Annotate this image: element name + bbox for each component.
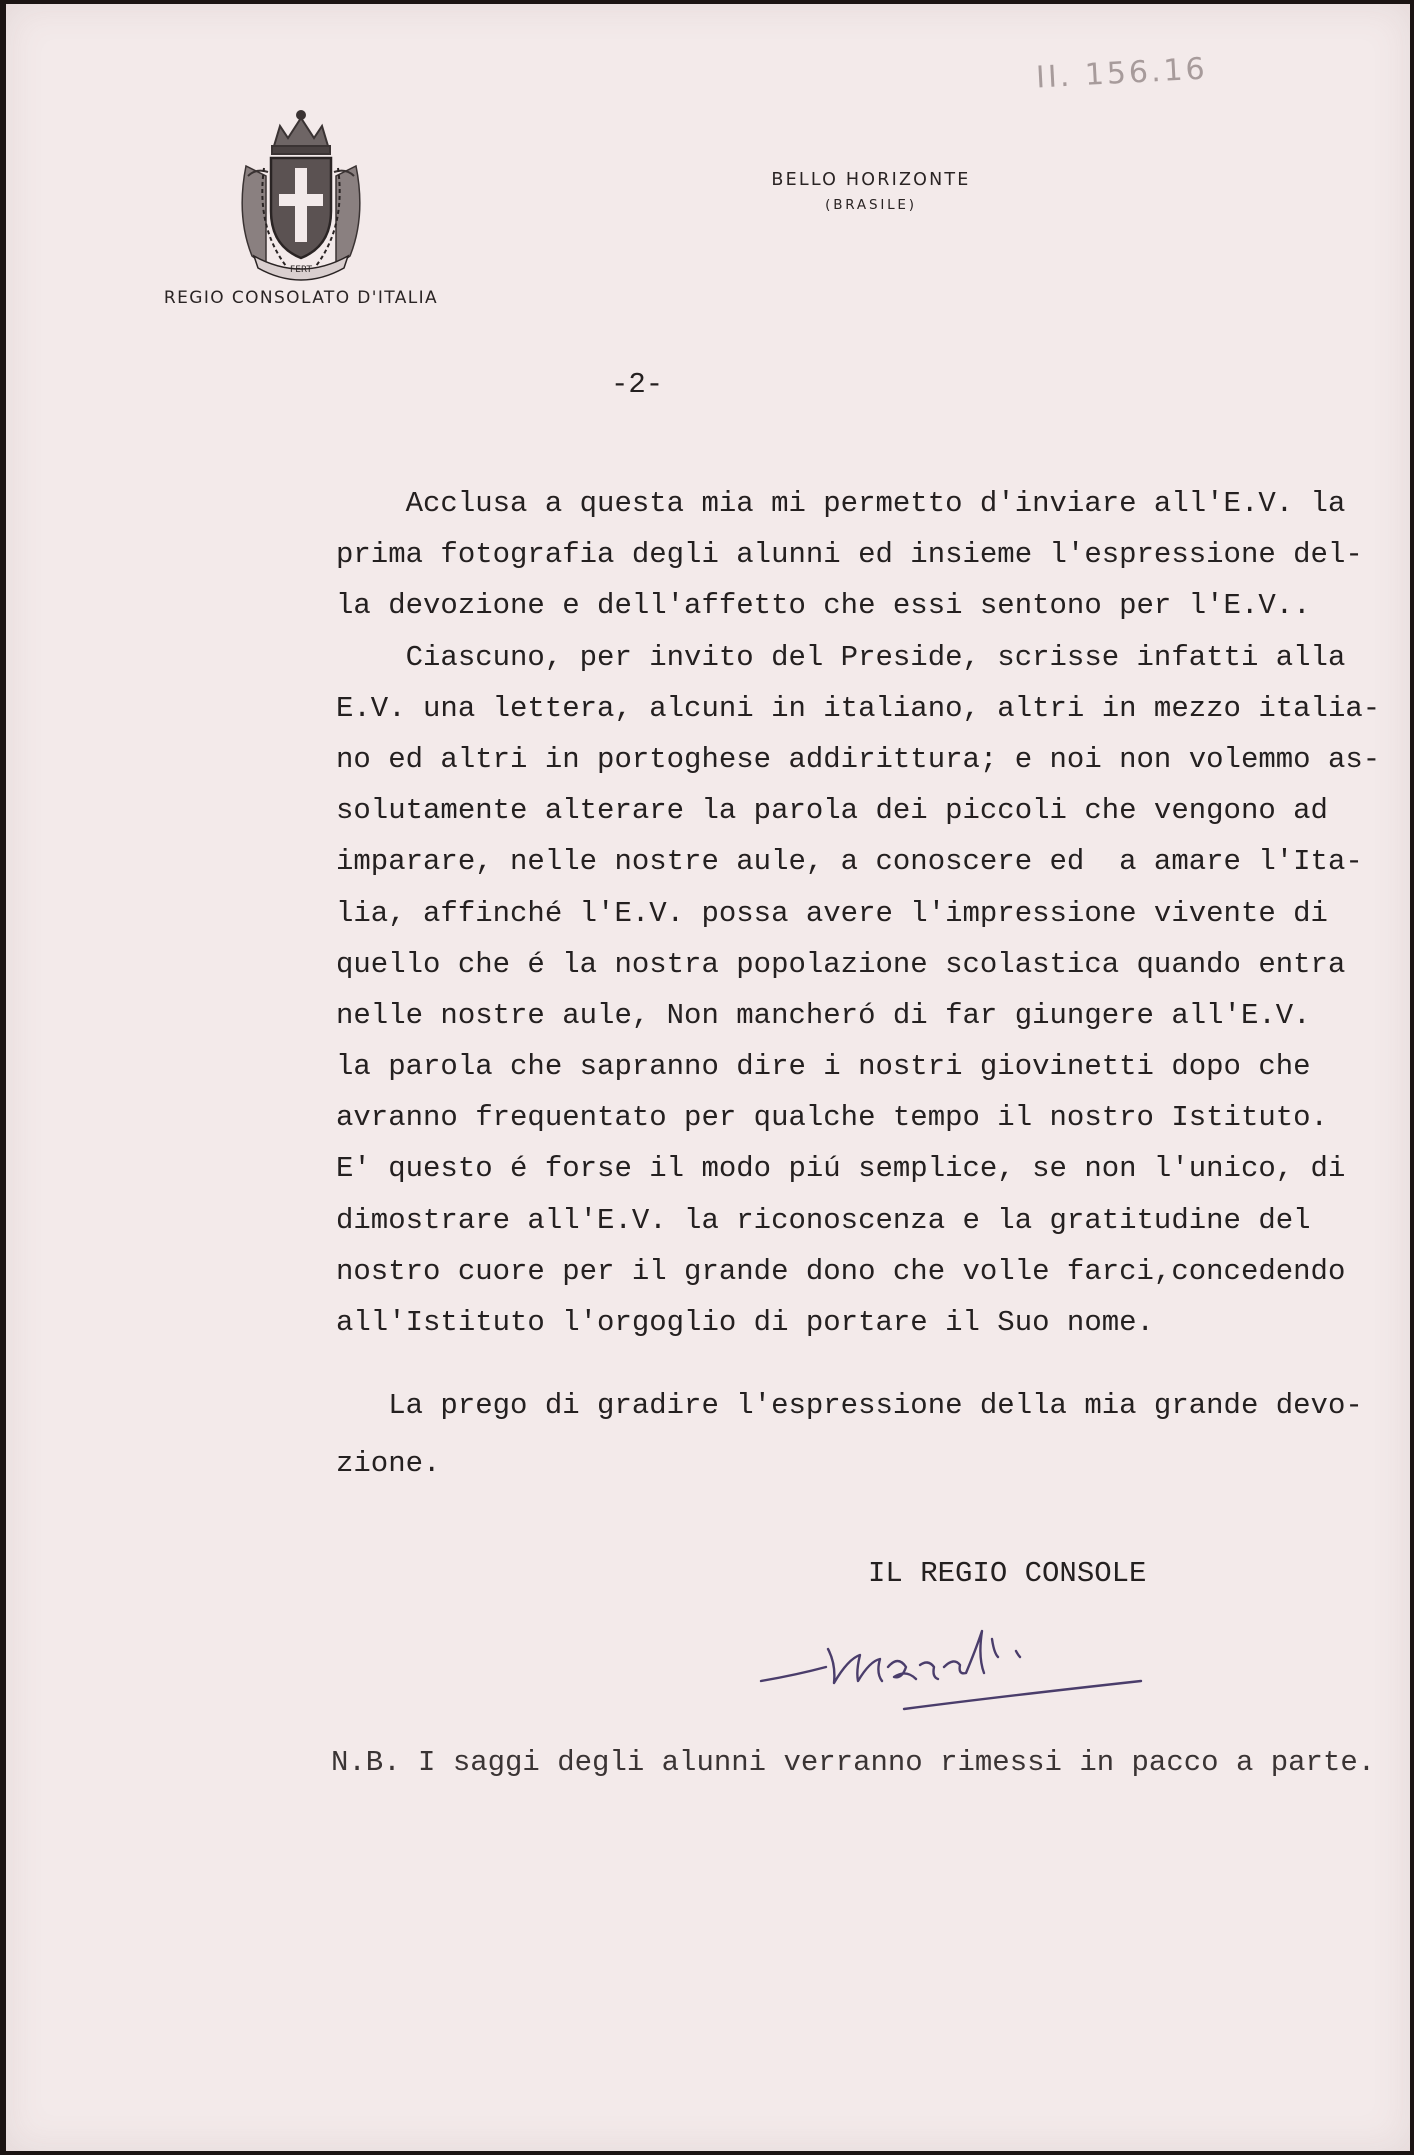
crest-motto: FERT bbox=[290, 265, 312, 275]
text-line: all'Istituto l'orgoglio di portare il Suo nome. bbox=[336, 1306, 1154, 1339]
text-line: Ciascuno, per invito del Preside, scrisse infatti alla bbox=[336, 640, 1346, 674]
text-line: quello che é la nostra popolazione scolastica quando entra bbox=[336, 947, 1346, 981]
text-line: dimostrare all'E.V. la riconoscenza e la gratitudine del bbox=[336, 1203, 1311, 1237]
text-line: avranno frequentato per qualche tempo il nostro Istituto. bbox=[336, 1101, 1328, 1135]
text-line: E' questo é forse il modo piú semplice, se non l'unico, di bbox=[336, 1152, 1346, 1186]
text-line: E.V. una lettera, alcuni in italiano, altri in mezzo italia- bbox=[336, 691, 1381, 725]
text-line: la parola che sapranno dire i nostri giovinetti dopo che bbox=[336, 1050, 1311, 1084]
text-line: prima fotografia degli alunni ed insieme l'espressione del- bbox=[336, 538, 1363, 572]
text-line: la devozione e dell'affetto che essi sentono per l'E.V.. bbox=[336, 589, 1311, 623]
text-line: nostro cuore per il grande dono che volle farci,concedendo bbox=[336, 1254, 1346, 1288]
letterhead-country: (BRASILE) bbox=[825, 197, 917, 213]
text-line: zione. bbox=[336, 1447, 441, 1480]
nb-note: N.B. I saggi degli alunni verranno rimessi in pacco a parte. bbox=[331, 1746, 1376, 1779]
text-line: Acclusa a questa mia mi permetto d'inviare all'E.V. la bbox=[336, 487, 1346, 520]
text-line: no ed altri in portoghese addirittura; e noi non volemmo as- bbox=[336, 742, 1381, 776]
letter-sheet bbox=[6, 4, 1410, 2151]
letter-closing bbox=[336, 1377, 1363, 1493]
royal-crest-icon bbox=[226, 106, 376, 282]
page-number: -2- bbox=[611, 368, 664, 401]
text-line: nelle nostre aule, Non mancheró di far giungere all'E.V. bbox=[336, 998, 1311, 1032]
letter-body bbox=[336, 478, 1380, 1348]
text-line: imparare, nelle nostre aule, a conoscere ed a amare l'Ita- bbox=[336, 845, 1363, 879]
archive-pencil-mark: II. 156.16 bbox=[1035, 51, 1209, 96]
text-line: solutamente alterare la parola dei piccoli che vengono ad bbox=[336, 794, 1328, 828]
consulate-name: REGIO CONSOLATO D'ITALIA bbox=[163, 288, 439, 308]
text-line: La prego di gradire l'espressione della mia grande devo- bbox=[336, 1389, 1363, 1422]
letterhead-city: BELLO HORIZONTE bbox=[771, 170, 971, 190]
text-line: lia, affinché l'E.V. possa avere l'impressione vivente di bbox=[336, 896, 1328, 930]
signer-title: IL REGIO CONSOLE bbox=[868, 1557, 1147, 1590]
handwritten-signature-icon bbox=[756, 1609, 1156, 1719]
